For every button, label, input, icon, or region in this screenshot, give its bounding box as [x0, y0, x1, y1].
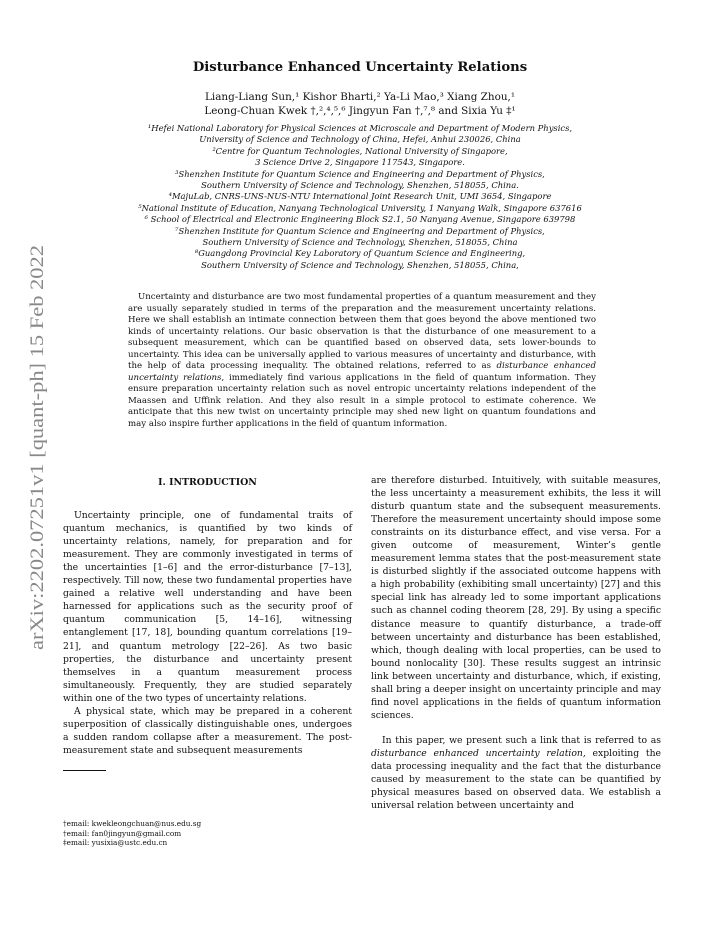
affiliation-line: ⁶ School of Electrical and Electronic Engineering Block S2.1, 50 Nanyang Avenue, Singapore 639798 [144, 214, 576, 225]
body-text: In this paper, we present such a link that is referred to as [382, 734, 661, 746]
abstract-paragraph [128, 292, 596, 431]
footnote: †email: kwekleongchuan@nus.edu.sg [63, 819, 202, 828]
left-column [63, 474, 352, 757]
abstract-emphasis: disturbance enhanced uncertainty relations [128, 361, 596, 383]
paper-title: Disturbance Enhanced Uncertainty Relations [192, 60, 528, 75]
footnotes [63, 819, 352, 848]
affiliation-line: Southern University of Science and Technology, Shenzhen, 518055, China. [201, 180, 519, 191]
body-paragraph: Uncertainty principle, one of fundamental traits of quantum mechanics, is quantified by two kinds of uncertainty relations, namely, for preparation and for measurement. They are commonly investigated in terms of the uncertainties [1–6] and the error-disturbance [7–13], respectively. Till now, these two fundamental properties have gained a relative well understanding and have been harnessed for applications such as the security proof of quantum communication [5, 14–16], witnessing entanglement [17, 18], bounding quantum correlations [19–21], and quantum metrology [22–26]. As two basic properties, the disturbance and uncertainty present themselves in a quantum measurement process simultaneously. Frequently, they are studied separately within one of the two types of uncertainty relations. [63, 510, 352, 704]
right-column [371, 474, 661, 812]
affiliation-line: ²Centre for Quantum Technologies, National University of Singapore, [212, 145, 508, 156]
affiliation-line: Southern University of Science and Technology, Shenzhen, 518055, China [202, 237, 518, 248]
affiliation-line: ⁴MajuLab, CNRS-UNS-NUS-NTU International Joint Research Unit, UMI 3654, Singapore [168, 191, 552, 202]
footnote-divider [63, 770, 106, 771]
abstract [128, 292, 596, 431]
arxiv-identifier: arXiv:2202.07251v1 [quant-ph] 15 Feb 2022 [27, 307, 48, 650]
affiliation-line: ¹Hefei National Laboratory for Physical Sciences at Microscale and Department of Modern Physics, [147, 123, 573, 133]
section-heading: I. INTRODUCTION [158, 477, 257, 488]
author-line-2: Leong-Chuan Kwek †,²,⁴,⁵,⁶ Jingyun Fan †,⁷,⁸ and Sixia Yu ‡¹ [204, 105, 516, 117]
body-text: , exploiting the data processing inequality and the fact that the disturbance caused by measurement to the state can be quantified by physical measures based on observed data. We establish a universal relation between uncertainty and [371, 747, 662, 812]
author-list [110, 90, 610, 118]
affiliation-line: ³Shenzhen Institute for Quantum Science and Engineering and Department of Physics, [175, 168, 545, 179]
footnote: ‡email: yusixia@ustc.edu.cn [63, 838, 168, 848]
affiliation-line: ⁸Guangdong Provincial Key Laboratory of Quantum Science and Engineering, [194, 248, 526, 259]
footnote: †email: fan0jingyun@gmail.com [63, 828, 182, 838]
affiliation-list [90, 123, 630, 271]
body-paragraph: A physical state, which may be prepared in a coherent superposition of classically distinguishable ones, undergoes a sudden random collapse after a measurement. The post-measurement state and subsequent measurements [63, 705, 352, 756]
body-paragraph [371, 734, 661, 812]
author-line-1: Liang-Liang Sun,¹ Kishor Bharti,² Ya-Li Mao,³ Xiang Zhou,¹ [204, 91, 516, 103]
affiliation-line: Southern University of Science and Technology, Shenzhen, 518055, China, [201, 259, 519, 270]
affiliation-line: 3 Science Drive 2, Singapore 117543, Singapore. [255, 157, 465, 168]
affiliation-line: ⁵National Institute of Education, Nanyang Technological University, 1 Nanyang Walk, Singapore 637616 [138, 202, 582, 213]
abstract-text: Uncertainty and disturbance are two most fundamental properties of a quantum measurement and they are usually separately studied in terms of the preparation and the measurement uncertainty relations. Here we shall establish an intimate connection between them that goes beyond the above mentioned two kinds of uncertainty relations. Our basic observation is that the disturbance of one measurement to a subsequent measurement, which can be quantified based on observed data, sets lower-bounds to uncertainty. This idea can be universally applied to various measures of uncertainty and disturbance, with the help of data processing inequality. The obtained relations, referred to as [128, 292, 596, 372]
arxiv-stamp [14, 240, 54, 660]
body-emphasis: disturbance enhanced uncertainty relation [371, 747, 583, 759]
body-paragraph: are therefore disturbed. Intuitively, with suitable measures, the less uncertainty a measurement exhibits, the less it will disturb quantum state and the subsequent measurements. Therefore the measurement uncertainty should impose some constraints on its disturbance effect, and vise versa. For a given outcome of measurement, Winter’s gentle measurement lemma states that the post-measurement state is disturbed slightly if the associated outcome happens with a high probability (exhibiting small uncertainty) [27] and this special link has already led to some important applications such as channel coding theorem [28, 29]. By using a specific distance measure to quantify disturbance, a trade-off between uncertainty and disturbance has been established, which, though dealing with local properties, can be used to bound nonlocality [30]. These results suggest an intrinsic link between uncertainty and disturbance, which, if existing, shall bring a deeper insight on uncertainty principle and may find novel applications in the fields of quantum information sciences. [371, 475, 661, 721]
affiliation-line: University of Science and Technology of China, Hefei, Anhui 230026, China [199, 134, 521, 145]
affiliation-line: ⁷Shenzhen Institute for Quantum Science and Engineering and Department of Physics, [175, 225, 545, 236]
abstract-text: , immediately find various applications in the field of quantum information. They ensure preparation uncertainty relation such as novel entropic uncertainty relations independent of the Maassen and Uffink relation. And they also result in a simple protocol to estimate coherence. We anticipate that this new twist on uncertainty principle may shed new light on quantum foundations and may also inspire further applications in the field of quantum information. [128, 372, 596, 430]
